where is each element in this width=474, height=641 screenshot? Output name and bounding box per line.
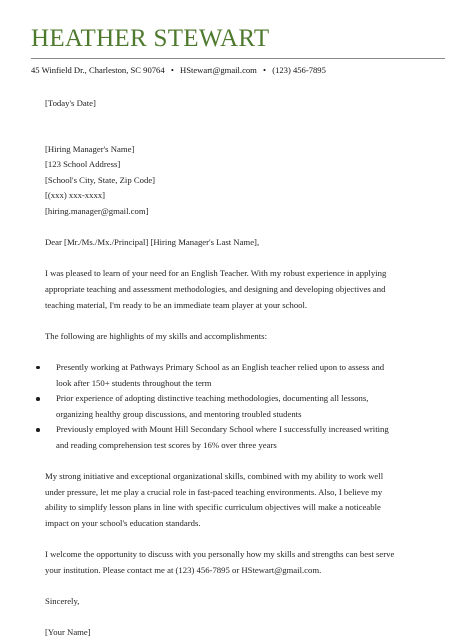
contact-line xyxy=(31,65,326,75)
list-item xyxy=(45,360,447,391)
list-item-line: organizing healthy group discussions, and mentoring troubled students xyxy=(56,408,302,419)
contact-email: HStewart@gmail.com xyxy=(179,65,257,75)
letter-date: [Today's Date] xyxy=(45,98,96,108)
closing-paragraph xyxy=(45,547,447,578)
recipient-line: [Hiring Manager's Name] xyxy=(45,143,135,154)
paragraph-line: under pressure, let me play a crucial role in fast-paced teaching environments. Also, I believe my xyxy=(45,486,383,497)
contact-separator: • xyxy=(170,65,174,75)
letter-body xyxy=(45,96,447,641)
applicant-name: HEATHER STEWART xyxy=(31,25,270,52)
header-divider xyxy=(31,58,445,59)
recipient-line: [123 School Address] xyxy=(45,159,121,170)
contact-address: 45 Winfield Dr., Charleston, SC 90764 xyxy=(31,65,165,75)
paragraph-line: your institution. Please contact me at (123) 456-7895 or HStewart@gmail.com. xyxy=(45,564,322,575)
contact-phone: (123) 456-7895 xyxy=(272,65,326,75)
paragraph-line: appropriate teaching and assessment methodologies, and designing and developing objectives and xyxy=(45,283,386,294)
list-item-line: Presently working at Pathways Primary School as an English teacher relied upon to assess and xyxy=(56,361,385,372)
paragraph-line: I welcome the opportunity to discuss with you personally how my skills and strengths can best serve xyxy=(45,549,395,560)
paragraph-line: teaching material, I'm ready to be an immediate team player at your school. xyxy=(45,299,308,310)
intro-paragraph xyxy=(45,266,447,313)
paragraph-line: I was pleased to learn of your need for an English Teacher. With my robust experience in applying xyxy=(45,268,387,279)
list-item xyxy=(45,422,447,453)
strengths-paragraph xyxy=(45,469,447,531)
signature-placeholder: [Your Name] xyxy=(45,627,91,637)
highlights-lead: The following are highlights of my skills and accomplishments: xyxy=(45,330,267,341)
list-item-line: look after 150+ students throughout the term xyxy=(56,377,212,388)
contact-separator: • xyxy=(263,65,267,75)
highlights-list xyxy=(45,360,447,454)
paragraph-line: ability to simplify lesson plans in line with specific curriculum objectives will make a noticeable xyxy=(45,502,381,513)
paragraph-line: impact on your school's education standards. xyxy=(45,517,201,528)
recipient-line: [hiring.manager@gmail.com] xyxy=(45,205,149,216)
signoff: Sincerely, xyxy=(45,595,80,606)
recipient-line: [(xxx) xxx-xxxx] xyxy=(45,190,106,201)
list-item xyxy=(45,391,447,422)
recipient-line: [School's City, State, Zip Code] xyxy=(45,174,156,185)
list-item-line: and reading comprehension test scores by 16% over three years xyxy=(56,439,277,450)
paragraph-line: My strong initiative and exceptional organizational skills, combined with my ability to work well xyxy=(45,471,384,482)
salutation: Dear [Mr./Ms./Mx./Principal] [Hiring Manager's Last Name], xyxy=(45,237,260,248)
list-item-line: Previously employed with Mount Hill Secondary School where I successfully increased writing xyxy=(56,424,389,435)
list-item-line: Prior experience of adopting distinctive teaching methodologies, documenting all lessons, xyxy=(56,393,369,404)
